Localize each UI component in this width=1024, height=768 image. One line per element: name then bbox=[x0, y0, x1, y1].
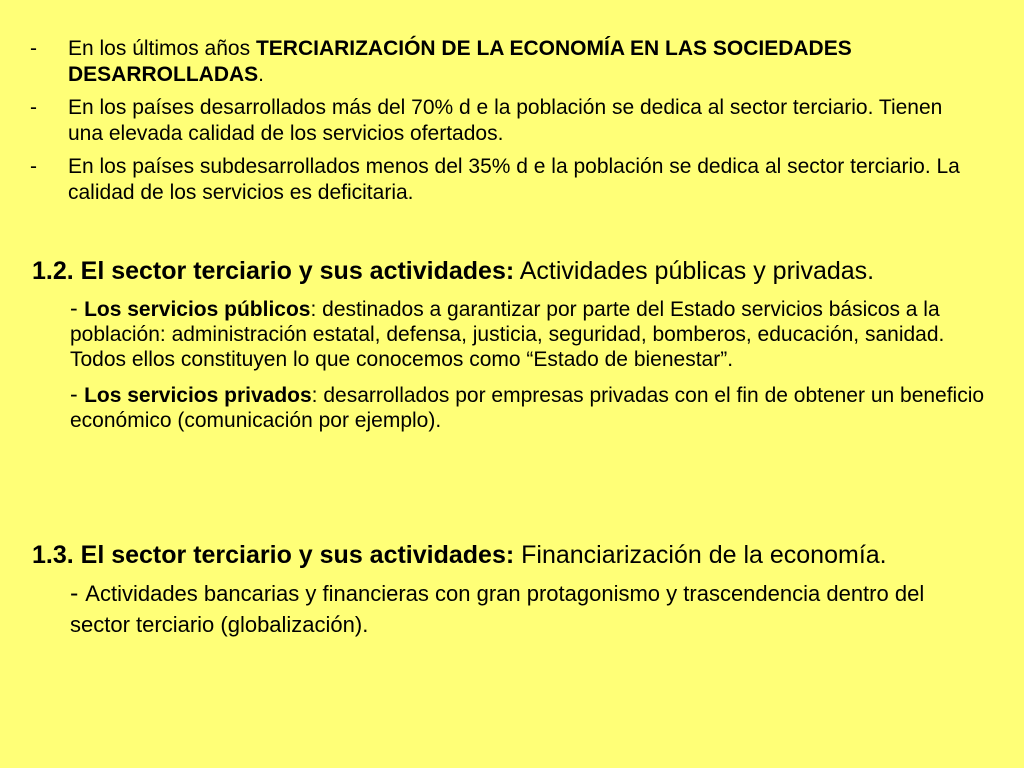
private-services-text: : desarrollados por empresas privadas con el fin de obtener un beneficio económico (comunicación por ejemplo). bbox=[70, 384, 985, 432]
finance-paragraph bbox=[70, 578, 990, 640]
public-services-text: : destinados a garantizar por parte del Estado servicios básicos a la población: administración estatal, defensa, justicia, seguridad, bomberos, educación, sanidad. Todos ellos constituyen lo que conocemos como “Estado de bienestar”. bbox=[70, 298, 945, 371]
section-heading-rest: Actividades públicas y privadas. bbox=[514, 257, 875, 285]
bullet-item bbox=[30, 95, 960, 147]
bullet-text-end: . bbox=[258, 63, 265, 86]
intro-bullet-list bbox=[30, 36, 960, 213]
bullet-dash: - bbox=[30, 155, 37, 178]
bullet-text: En los últimos años bbox=[68, 37, 256, 60]
bullet-text: En los países desarrollados más del 70% d e la población se dedica al sector terciario. Tienen una elevada calidad de los servicios ofertados. bbox=[68, 96, 943, 145]
bullet-item bbox=[30, 154, 960, 206]
public-services-paragraph bbox=[70, 296, 990, 372]
public-services-label: Los servicios públicos bbox=[84, 298, 311, 321]
section-heading-bold: 1.3. El sector terciario y sus actividades: bbox=[32, 541, 515, 569]
paragraph-dash: - bbox=[70, 295, 85, 321]
finance-text: Actividades bancarias y financieras con gran protagonismo y trascendencia dentro del sector terciario (globalización). bbox=[70, 581, 925, 637]
paragraph-dash: - bbox=[70, 579, 86, 607]
private-services-label: Los servicios privados bbox=[84, 384, 312, 407]
bullet-dash: - bbox=[30, 96, 37, 119]
bullet-text: En los países subdesarrollados menos del 35% d e la población se dedica al sector terciario. La calidad de los servicios es deficitaria. bbox=[68, 155, 960, 204]
bullet-dash: - bbox=[30, 37, 37, 60]
bullet-item bbox=[30, 36, 960, 88]
section-heading bbox=[32, 257, 992, 286]
section-financialization bbox=[32, 541, 992, 640]
section-heading-rest: Financiarización de la economía. bbox=[514, 541, 887, 569]
paragraph-dash: - bbox=[70, 381, 85, 407]
private-services-paragraph bbox=[70, 382, 990, 433]
bullet-bold-text: TERCIARIZACIÓN DE LA ECONOMÍA EN LAS SOCIEDADES DESARROLLADAS bbox=[68, 37, 852, 86]
section-heading bbox=[32, 541, 992, 570]
section-public-private bbox=[32, 257, 992, 433]
section-heading-bold: 1.2. El sector terciario y sus actividades: bbox=[32, 257, 515, 285]
